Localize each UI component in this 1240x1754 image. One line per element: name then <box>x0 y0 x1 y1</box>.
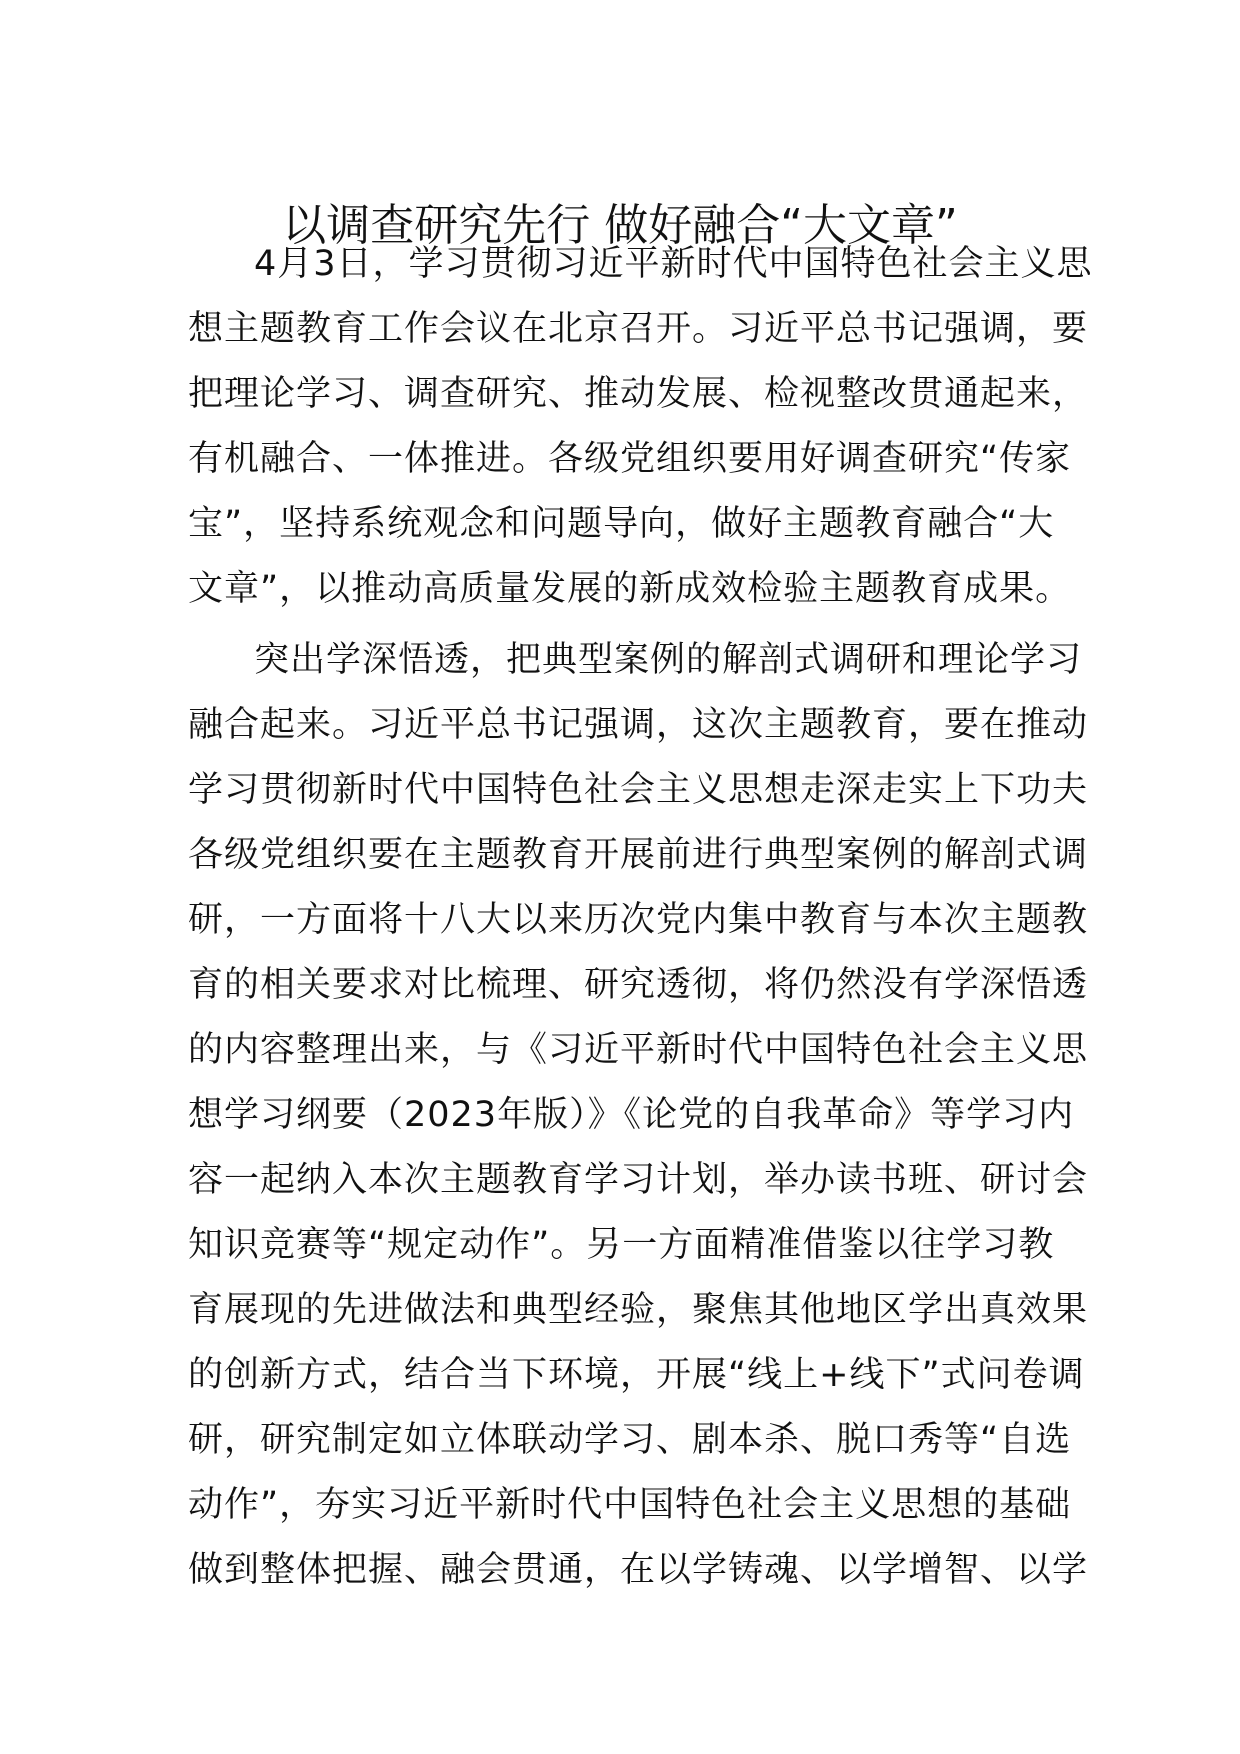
paragraph-line: 宝”，坚持系统观念和问题导向，做好主题教育融合“大 <box>188 504 1055 544</box>
paragraph-line: 育展现的先进做法和典型经验，聚焦其他地区学出真效果 <box>188 1290 1089 1330</box>
paragraph-line: 育的相关要求对比梳理、研究透彻，将仍然没有学深悟透 <box>188 965 1089 1005</box>
paragraph-line: 融合起来。习近平总书记强调，这次主题教育，要在推动 <box>188 705 1089 745</box>
paragraph-line: 做到整体把握、融会贯通，在以学铸魂、以学增智、以学 <box>188 1550 1089 1590</box>
paragraph-line: 知识竞赛等“规定动作”。另一方面精准借鉴以往学习教 <box>188 1225 1055 1265</box>
document-title: 以调查研究先行 做好融合“大文章” <box>282 200 958 252</box>
paragraph-line: 文章”，以推动高质量发展的新成效检验主题教育成果。 <box>188 569 1072 609</box>
paragraph-line: 把理论学习、调查研究、推动发展、检视整改贯通起来， <box>188 374 1089 414</box>
paragraph-line: 有机融合、一体推进。各级党组织要用好调查研究“传家 <box>188 439 1072 479</box>
paragraph-line: 研，一方面将十八大以来历次党内集中教育与本次主题教 <box>188 900 1089 940</box>
paragraph-line: 4月3日，学习贯彻习近平新时代中国特色社会主义思 <box>254 244 1093 284</box>
paragraph-line: 学习贯彻新时代中国特色社会主义思想走深走实上下功夫 <box>188 770 1089 810</box>
paragraph-1 <box>188 232 1093 622</box>
document-body <box>188 232 1093 1609</box>
paragraph-2 <box>188 628 1089 1603</box>
paragraph-line: 研，研究制定如立体联动学习、剧本杀、脱口秀等“自选 <box>188 1420 1072 1460</box>
paragraph-line: 想主题教育工作会议在北京召开。习近平总书记强调，要 <box>188 309 1089 349</box>
paragraph-line: 容一起纳入本次主题教育学习计划，举办读书班、研讨会 <box>188 1160 1089 1200</box>
paragraph-line: 想学习纲要（2023年版）》《论党的自我革命》等学习内 <box>188 1095 1075 1135</box>
paragraph-line: 动作”，夯实习近平新时代中国特色社会主义思想的基础 <box>188 1485 1072 1525</box>
paragraph-line: 突出学深悟透，把典型案例的解剖式调研和理论学习 <box>254 640 1083 680</box>
paragraph-line: 的创新方式，结合当下环境，开展“线上+线下”式问卷调 <box>188 1355 1085 1395</box>
paragraph-line: 各级党组织要在主题教育开展前进行典型案例的解剖式调 <box>188 835 1089 875</box>
paragraph-line: 的内容整理出来，与《习近平新时代中国特色社会主义思 <box>188 1030 1089 1070</box>
